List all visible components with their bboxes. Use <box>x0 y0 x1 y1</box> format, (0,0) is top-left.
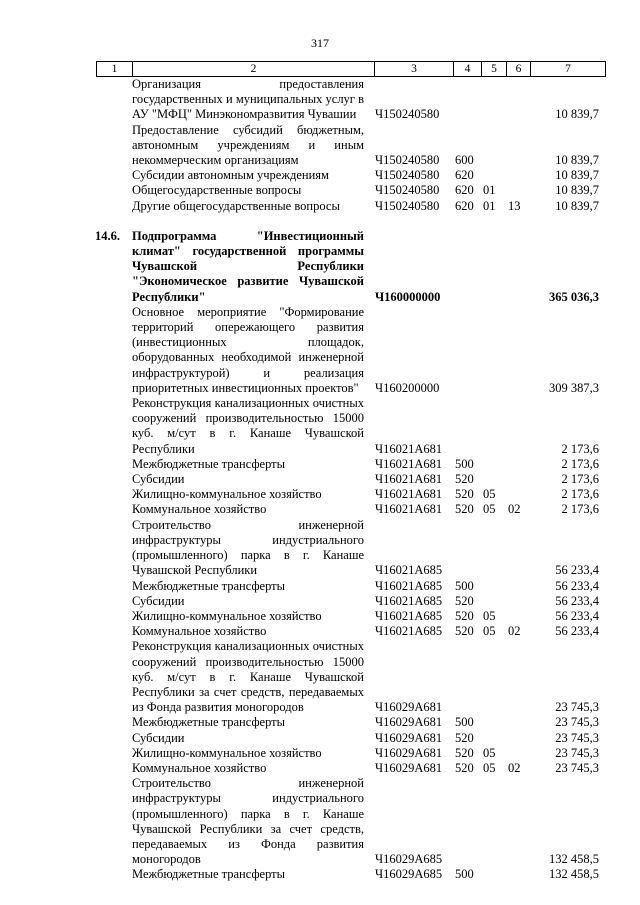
expense-type: 520 <box>455 487 474 502</box>
column-header-7: 7 <box>531 62 606 77</box>
item-name: Реконструкция канализационных очистных сооружений производительностью 15000 куб. м/сут в г. Канаше Чувашской Республики за счет средств, передаваемых из Фонда развития моногородов <box>132 639 364 715</box>
table-row <box>0 487 640 502</box>
amount: 10 839,7 <box>555 168 599 183</box>
target-code: Ч16021А685 <box>375 624 443 639</box>
table-row <box>0 305 640 396</box>
page-number: 317 <box>311 36 329 50</box>
amount: 309 387,3 <box>549 380 599 395</box>
item-name: Предоставление субсидий бюджетным, автономным учреждениям и иным некоммерческим организациям <box>132 122 364 168</box>
item-name: Субсидии <box>132 730 185 745</box>
subsection-code: 13 <box>508 198 521 213</box>
item-number: 14.6. <box>95 228 120 243</box>
table-row <box>0 518 640 579</box>
amount: 23 745,3 <box>555 760 599 775</box>
table-row <box>0 123 640 169</box>
target-code: Ч16021А685 <box>375 593 443 608</box>
section-code: 05 <box>483 502 496 517</box>
table-row <box>0 502 640 517</box>
item-name: Жилищно-коммунальное хозяйство <box>132 487 322 502</box>
item-name: Жилищно-коммунальное хозяйство <box>132 745 322 760</box>
column-header-6: 6 <box>507 62 531 77</box>
item-name: Субсидии автономным учреждениям <box>132 168 329 183</box>
target-code: Ч16021А681 <box>375 472 443 487</box>
table-row <box>0 761 640 776</box>
amount: 2 173,6 <box>561 456 599 471</box>
expense-type: 500 <box>455 867 474 882</box>
target-code: Ч16029А681 <box>375 730 443 745</box>
table-row <box>0 776 640 867</box>
target-code: Ч16029А681 <box>375 700 443 715</box>
table-row <box>0 867 640 882</box>
target-code: Ч150240580 <box>375 168 440 183</box>
target-code: Ч16029А685 <box>375 852 443 867</box>
budget-table-body <box>0 77 640 883</box>
target-code: Ч16021А685 <box>375 578 443 593</box>
column-header-4: 4 <box>454 62 482 77</box>
expense-type: 520 <box>455 730 474 745</box>
item-name: Организация предоставления государственных и муниципальных услуг в АУ "МФЦ" Минэкономразвития Чувашии <box>132 77 364 122</box>
item-name: Субсидии <box>132 593 185 608</box>
column-header-5: 5 <box>482 62 507 77</box>
amount: 365 036,3 <box>549 289 599 304</box>
spacer <box>0 214 640 229</box>
amount: 23 745,3 <box>555 715 599 730</box>
amount: 2 173,6 <box>561 502 599 517</box>
table-row <box>0 746 640 761</box>
amount: 2 173,6 <box>561 472 599 487</box>
table-row <box>0 183 640 198</box>
expense-type: 600 <box>455 153 474 168</box>
target-code: Ч150240580 <box>375 153 440 168</box>
amount: 56 233,4 <box>555 624 599 639</box>
expense-type: 520 <box>455 624 474 639</box>
expense-type: 520 <box>455 745 474 760</box>
item-name: Коммунальное хозяйство <box>132 760 267 775</box>
target-code: Ч150240580 <box>375 183 440 198</box>
item-name: Строительство инженерной инфраструктуры индустриального (промышленного) парка в г. Канаше Чувашской Республики <box>132 517 364 578</box>
target-code: Ч16029А681 <box>375 715 443 730</box>
subsection-code: 02 <box>508 502 521 517</box>
item-name: Межбюджетные трансферты <box>132 456 286 471</box>
table-row <box>0 731 640 746</box>
item-name: Жилищно-коммунальное хозяйство <box>132 608 322 623</box>
expense-type: 520 <box>455 502 474 517</box>
expense-type: 520 <box>455 608 474 623</box>
amount: 10 839,7 <box>555 153 599 168</box>
item-name: Строительство инженерной инфраструктуры индустриального (промышленного) парка в г. Канаше Чувашской Республики за счет средств, передаваемых из Фонда развития моногородов <box>132 776 364 867</box>
target-code: Ч16021А685 <box>375 608 443 623</box>
amount: 56 233,4 <box>555 578 599 593</box>
target-code: Ч16021А681 <box>375 487 443 502</box>
expense-type: 500 <box>455 456 474 471</box>
target-code: Ч150240580 <box>375 107 440 122</box>
expense-type: 500 <box>455 578 474 593</box>
target-code: Ч16021А681 <box>375 441 443 456</box>
expense-type: 620 <box>455 168 474 183</box>
section-code: 05 <box>483 624 496 639</box>
amount: 10 839,7 <box>555 198 599 213</box>
amount: 56 233,4 <box>555 593 599 608</box>
table-row-subprogram <box>0 229 640 305</box>
item-name: Реконструкция канализационных очистных сооружений производительностью 15000 куб. м/сут в г. Канаше Чувашской Республики <box>132 396 364 456</box>
table-row <box>0 472 640 487</box>
table-row <box>0 199 640 214</box>
subsection-code: 02 <box>508 624 521 639</box>
expense-type: 620 <box>455 183 474 198</box>
item-name: Субсидии <box>132 472 185 487</box>
amount: 10 839,7 <box>555 183 599 198</box>
table-row <box>0 396 640 457</box>
table-row <box>0 77 640 123</box>
target-code: Ч16021А681 <box>375 456 443 471</box>
item-name: Коммунальное хозяйство <box>132 502 267 517</box>
amount: 56 233,4 <box>555 563 599 578</box>
column-header-2: 2 <box>133 62 375 77</box>
item-name: Основное мероприятие "Формирование территорий опережающего развития (инвестиционных площадок, оборудованных необходимой инженерной инфраструктурой) и реализация приоритетных инвестиционных проектов" <box>132 304 364 395</box>
amount: 10 839,7 <box>555 107 599 122</box>
amount: 2 173,6 <box>561 487 599 502</box>
amount: 56 233,4 <box>555 608 599 623</box>
section-code: 01 <box>483 198 496 213</box>
column-header-3: 3 <box>375 62 454 77</box>
target-code: Ч160200000 <box>375 380 440 395</box>
table-row <box>0 715 640 730</box>
table-row <box>0 168 640 183</box>
expense-type: 500 <box>455 715 474 730</box>
table-row <box>0 639 640 715</box>
expense-type: 620 <box>455 198 474 213</box>
target-code: Ч150240580 <box>375 198 440 213</box>
amount: 23 745,3 <box>555 700 599 715</box>
table-row <box>0 579 640 594</box>
target-code: Ч16021А681 <box>375 502 443 517</box>
item-name: Другие общегосударственные вопросы <box>132 198 340 213</box>
target-code: Ч16029А685 <box>375 867 443 882</box>
table-row <box>0 594 640 609</box>
subsection-code: 02 <box>508 760 521 775</box>
target-code: Ч16029А681 <box>375 760 443 775</box>
column-header-1: 1 <box>97 62 133 77</box>
item-name: Межбюджетные трансферты <box>132 867 286 882</box>
amount: 23 745,3 <box>555 730 599 745</box>
table-row <box>0 457 640 472</box>
expense-type: 520 <box>455 760 474 775</box>
section-code: 05 <box>483 745 496 760</box>
amount: 23 745,3 <box>555 745 599 760</box>
target-code: Ч16029А681 <box>375 745 443 760</box>
section-code: 05 <box>483 760 496 775</box>
item-name: Общегосударственные вопросы <box>132 183 302 198</box>
item-name: Межбюджетные трансферты <box>132 578 286 593</box>
table-row <box>0 624 640 639</box>
table-row <box>0 609 640 624</box>
item-name: Подпрограмма "Инвестиционный климат" государственной программы Чувашской Республики "Экономическое развитие Чувашской Республики" <box>132 228 364 304</box>
target-code: Ч160000000 <box>375 289 441 304</box>
expense-type: 520 <box>455 593 474 608</box>
section-code: 01 <box>483 183 496 198</box>
amount: 2 173,6 <box>561 441 599 456</box>
item-name: Коммунальное хозяйство <box>132 624 267 639</box>
section-code: 05 <box>483 608 496 623</box>
item-name: Межбюджетные трансферты <box>132 715 286 730</box>
expense-type: 520 <box>455 472 474 487</box>
target-code: Ч16021А685 <box>375 563 443 578</box>
column-header-row <box>96 61 606 77</box>
section-code: 05 <box>483 487 496 502</box>
amount: 132 458,5 <box>549 852 599 867</box>
amount: 132 458,5 <box>549 867 599 882</box>
